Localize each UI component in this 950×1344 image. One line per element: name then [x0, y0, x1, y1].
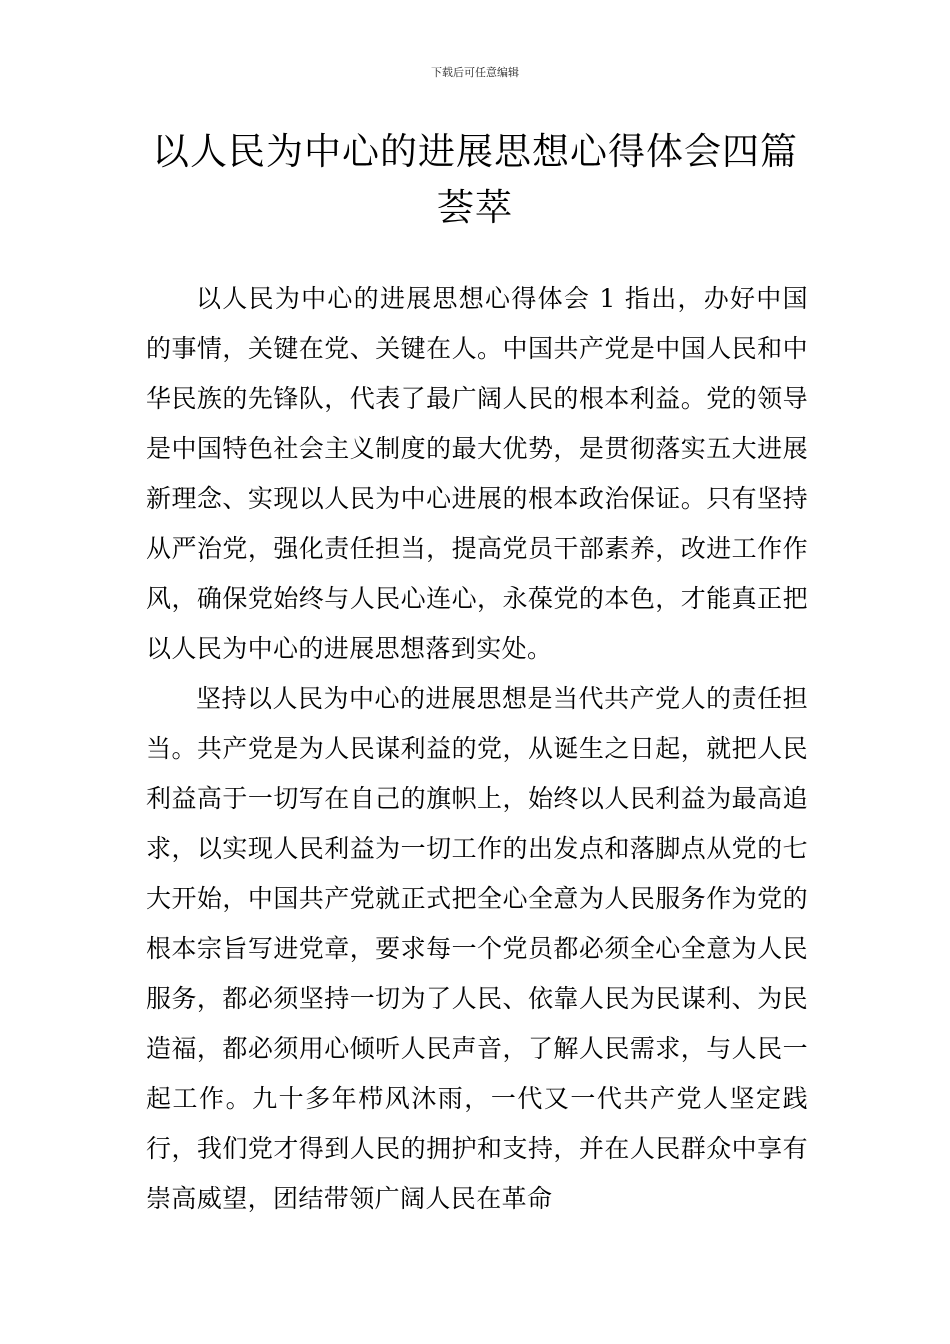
document-title: 以人民为中心的进展思想心得体会四篇荟萃 — [152, 130, 798, 229]
header-note: 下载后可任意编辑 — [431, 66, 519, 79]
document-body — [146, 274, 808, 1224]
paragraph-2: 坚持以人民为中心的进展思想是当代共产党人的责任担当。共产党是为人民谋利益的党，从诞生之日起，就把人民利益高于一切写在自己的旗帜上，始终以人民利益为最高追求，以实现人民利益为一切工作的出发点和落脚点从党的七大开始，中国共产党就正式把全心全意为人民服务作为党的根本宗旨写进党章，要求每一个党员都必须全心全意为人民服务，都必须坚持一切为了人民、依靠人民为民谋利、为民造福，都必须用心倾听人民声音，了解人民需求，与人民一起工作。九十多年栉风沐雨，一代又一代共产党人坚定践行，我们党才得到人民的拥护和支持，并在人民群众中享有崇高威望，团结带领广阔人民在革命 — [146, 684, 808, 1213]
paragraph-1: 以人民为中心的进展思想心得体会 1 指出，办好中国的事情，关键在党、关键在人。中国共产党是中国人民和中华民族的先锋队，代表了最广阔人民的根本利益。党的领导是中国特色社会主义制度的最大优势，是贯彻落实五大进展新理念、实现以人民为中心进展的根本政治保证。只有坚持从严治党，强化责任担当，提高党员干部素养，改进工作作风，确保党始终与人民心连心，永葆党的本色，才能真正把以人民为中心的进展思想落到实处。 — [146, 284, 808, 663]
